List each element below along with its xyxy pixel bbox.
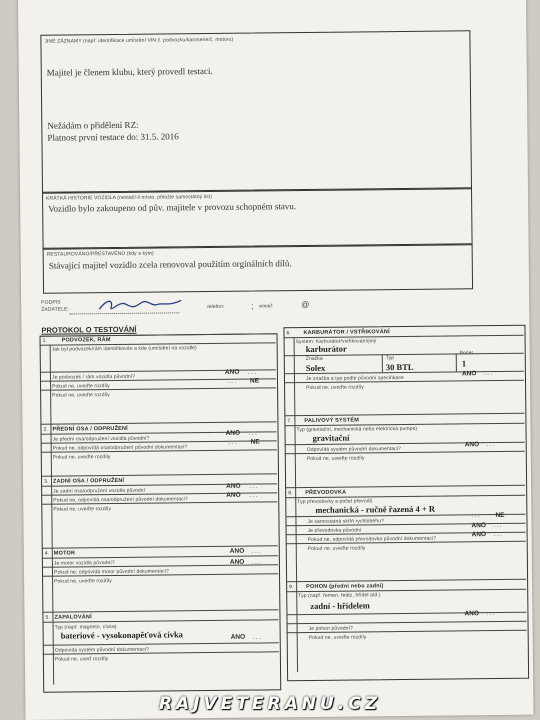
s9-dash: - - - bbox=[486, 612, 495, 619]
s2-num: 2. bbox=[43, 426, 48, 433]
history-text: Vozidlo bylo zakoupeno od pův. majitele v provozu schopném stavu. bbox=[48, 201, 297, 214]
s5-ano: ANO bbox=[230, 633, 246, 641]
s8-ano2: ANO bbox=[471, 531, 487, 539]
s4-title: MOTOR bbox=[53, 550, 76, 557]
s8-num: 8. bbox=[288, 490, 293, 497]
s3-ano2: ANO bbox=[226, 491, 241, 499]
watermark: RAJVETERANU.CZ bbox=[158, 694, 382, 714]
sign-label-2: ŽADATELE: bbox=[41, 306, 70, 313]
other-records-box bbox=[40, 30, 472, 193]
s8-d: Pokud ne, odpovídá převodovka původní dokumentaci? bbox=[307, 535, 437, 543]
s3-dash2: - - - bbox=[249, 493, 258, 500]
s8-a-value: mechanická - ručně řazená 4 + R bbox=[315, 503, 435, 515]
s6-brand-label: Značka bbox=[305, 355, 323, 363]
s2-a: Je přední osa/odpružení vozidla původní? bbox=[52, 435, 150, 443]
restore-text: Stávající majitel vozidlo zcela renovoval použitím orginálních dílů. bbox=[48, 258, 292, 271]
s8-c: Je převodovka původní bbox=[307, 527, 362, 534]
s5-dash: - - - bbox=[252, 635, 262, 642]
s9-title: POHON (přední nebo zadní) bbox=[306, 583, 384, 591]
s4-dash2: - - - bbox=[251, 560, 261, 567]
s9-num: 9. bbox=[289, 584, 294, 591]
s9-b: Je pohon původní? bbox=[308, 625, 353, 632]
s1-c: Pokud ne, uveďte rozdíly bbox=[52, 383, 110, 390]
s4-dash1: - - - bbox=[251, 549, 261, 556]
phone-separator: ; bbox=[251, 301, 254, 311]
s5-a-value: bateriové - vysokonapěťová cívka bbox=[60, 629, 183, 641]
email-at: @ bbox=[301, 299, 310, 310]
s4-num: 4. bbox=[44, 550, 50, 557]
s6-c: Je značka a typ podle původní specifikace bbox=[305, 374, 404, 383]
s1-ne: NE bbox=[249, 377, 260, 385]
s4-b: Pokud ne, odpovídá motor původní dokumentaci? bbox=[53, 568, 169, 576]
s4-c: Pokud ne, uveďte rozdíly bbox=[54, 578, 112, 585]
s6-dash: - - - bbox=[483, 372, 493, 379]
s1-b: Je podvozek / rám vozidla původní? bbox=[51, 373, 136, 381]
note-line-2: Nežádám o přidělení RZ: bbox=[47, 119, 139, 131]
s3-ano1: ANO bbox=[226, 482, 241, 490]
s8-dash2: - - - bbox=[493, 523, 502, 531]
s1-dash1: - - - bbox=[247, 370, 257, 377]
s2-b: Pokud ne, odpovídá osa/odpružení původní dokumentaci? bbox=[52, 444, 188, 452]
s8-a: Typ převodovky a počet převodů bbox=[297, 498, 373, 506]
s4-a: Je motor vozidla původní? bbox=[53, 560, 115, 567]
restore-label: RESTAUROVÁNO/PŘESTAVĚNO (kdy a kým) bbox=[46, 250, 154, 258]
s7-c: Pokud ne, uveďte rozdíly bbox=[306, 455, 365, 463]
s6-a: Systém: Karburátor/vstřikování/jiný bbox=[295, 338, 377, 346]
s9-ano: ANO bbox=[464, 610, 479, 618]
email-label: email: bbox=[259, 303, 274, 310]
s6-type-value: 30 BTL bbox=[385, 361, 414, 373]
s1-a: Jak byl podvozek/rám identifikován a kde (umístění na vozidle) bbox=[51, 345, 197, 353]
s9-a-value: zadní - hřídelem bbox=[310, 600, 370, 611]
history-label: KRÁTKÁ HISTORIE VOZIDLA (nestačí-li místo, přiložte samostatný list) bbox=[46, 193, 213, 202]
s6-d: Pokud ne, uveďte rozdíly bbox=[306, 384, 364, 392]
s7-ano: ANO bbox=[464, 441, 480, 449]
form-sheet bbox=[18, 0, 534, 720]
s1-title: PODVOZEK, RÁM bbox=[61, 337, 111, 344]
s6-type-label: Typ bbox=[385, 355, 395, 362]
s8-title: PŘEVODOVKA bbox=[305, 489, 347, 497]
s7-title: PALIVOVÝ SYSTÉM bbox=[304, 417, 359, 425]
s6-count-value: 1 bbox=[461, 358, 467, 369]
s7-a-value: gravitační bbox=[312, 432, 350, 443]
s6-vsep2 bbox=[456, 353, 457, 371]
sign-label-1: PODPIS bbox=[41, 299, 61, 306]
note-line-1: Majitel je členem klubu, který provedl testaci. bbox=[46, 65, 213, 78]
s2-ano: ANO bbox=[225, 429, 241, 437]
s6-num: 6. bbox=[286, 330, 291, 337]
s8-ano1: ANO bbox=[471, 522, 487, 530]
phone-label: telefon: bbox=[207, 303, 225, 311]
protocol-title: PROTOKOL O TESTOVÁNÍ bbox=[41, 324, 137, 335]
s5-title: ZAPALOVÁNÍ bbox=[54, 614, 92, 621]
s2-ne: NE bbox=[250, 438, 260, 446]
s2-title: PŘEDNÍ OSA / ODPRUŽENÍ bbox=[52, 425, 128, 433]
s9-a: Typ (např. řemen, řetěz, hřídel atd.) bbox=[298, 592, 381, 600]
s1-dash2: - - - bbox=[227, 379, 237, 386]
s2-dash2: - - - bbox=[228, 440, 237, 447]
s8-dash1: - - - bbox=[471, 514, 480, 521]
s7-b: Odpovídá systém původní dokumentaci? bbox=[306, 446, 401, 454]
s3-b: Pokud ne, odpovídá osa/odpružení původní dokumentaci? bbox=[53, 496, 188, 504]
s8-ne: NE bbox=[495, 511, 505, 520]
s7-dash: - - - bbox=[486, 443, 496, 450]
s4-ano2: ANO bbox=[229, 558, 245, 566]
s9-c: Pokud ne, uveďte rozdíly bbox=[308, 634, 367, 641]
s6-vsep1 bbox=[382, 354, 383, 372]
s6-ano: ANO bbox=[461, 370, 477, 378]
s5-c: Pokud ne, uveď rozdíly bbox=[54, 656, 109, 663]
s4-ano1: ANO bbox=[229, 547, 245, 555]
s8-dash3: - - - bbox=[493, 532, 502, 540]
s2-dash1: - - - bbox=[248, 431, 257, 438]
s5-a: Typ (např. magneto, cívka) bbox=[54, 624, 117, 631]
s8-e: Pokud ne, uveďte rozdíly bbox=[307, 545, 366, 552]
s6-count-label: Počet bbox=[459, 350, 474, 357]
other-records-label: JINÉ ZÁZNAMY (např. identifikace umístění VIN č. podvozku/karoserie/č. motoru) bbox=[44, 36, 234, 45]
s5-b: Odpovídá systém původní dokumentaci? bbox=[54, 646, 150, 654]
s3-a: Je zadní osa/odpružení vozidla původní bbox=[53, 487, 146, 495]
s2-c: Pokud ne, uveďte rozdíly bbox=[52, 454, 111, 461]
s1-ano: ANO bbox=[224, 368, 240, 376]
s8-b: Je samostatná skříň rychloběhu? bbox=[307, 518, 384, 525]
s3-dash1: - - - bbox=[249, 484, 258, 491]
note-line-3: Platnost první testace do: 31.5. 2016 bbox=[47, 131, 179, 143]
s3-title: ZADNÍ OSA / ODPRUŽENÍ bbox=[53, 477, 125, 485]
s5-num: 5. bbox=[45, 614, 50, 621]
s6-a-value: karburátor bbox=[305, 343, 347, 355]
s1-d: Pokud ne, uveďte rozdíly bbox=[52, 392, 110, 399]
s7-a: Typ (gravitační, mechanická nebo elektrická pumpa) bbox=[296, 425, 418, 434]
s6-title: KARBURÁTOR / VSTŘIKOVÁNÍ bbox=[303, 329, 390, 337]
s7-num: 7. bbox=[287, 418, 292, 425]
s1-num: 1. bbox=[42, 337, 47, 344]
s6-brand-value: Solex bbox=[305, 362, 326, 374]
s3-c: Pokud ne, uveďte rozdíly bbox=[53, 506, 112, 513]
s3-num: 3. bbox=[44, 478, 49, 485]
